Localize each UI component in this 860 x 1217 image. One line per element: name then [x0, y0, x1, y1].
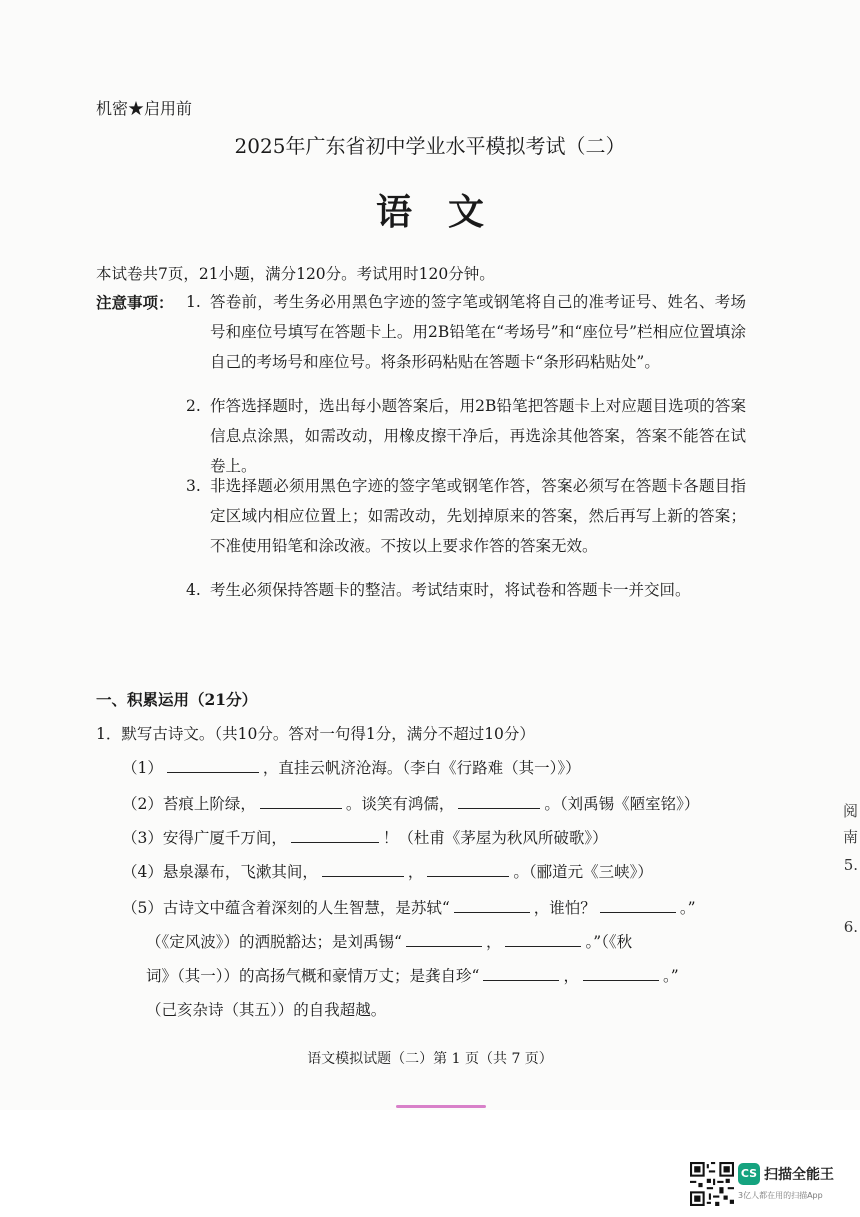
notice-item-text: 答卷前，考生务必用黑色字迹的签字笔或钢笔将自己的准考证号、姓名、考场号和座位号填写在答题卡上。用2B铅笔在“考场号”和“座位号”栏相应位置填涂自己的考场号和座位号。将条形码粘贴在答题卡“条形码粘贴处”。 [210, 293, 746, 371]
question-item-5 [122, 896, 696, 918]
notice-item-text: 作答选择题时，选出每小题答案后，用2B铅笔把答题卡上对应题目选项的答案信息点涂黑，如需改动，用橡皮擦干净后，再选涂其他答案，答案不能答在试卷上。 [210, 397, 746, 475]
item-text: （《定风波》）的洒脱豁达；是刘禹锡“ [146, 933, 402, 951]
scanner-tagline: 3亿人都在用的扫描App [738, 1191, 823, 1200]
item-text: 。” [679, 899, 696, 917]
notice-item-number: 3. [186, 477, 201, 495]
item-text: （5）古诗文中蕴含着深刻的人生智慧，是苏轼“ [122, 899, 450, 917]
answer-blank[interactable] [260, 794, 342, 809]
item-text: 。谈笑有鸿儒， [345, 795, 455, 813]
answer-blank[interactable] [291, 828, 379, 843]
answer-blank[interactable] [406, 932, 482, 947]
notice-item-number: 4. [186, 581, 201, 599]
notice-item-text: 非选择题必须用黑色字迹的签字笔或钢笔作答，答案必须写在答题卡各题目指定区域内相应位置上；如需改动，先划掉原来的答案，然后再写上新的答案；不准使用铅笔和涂改液。不按以上要求作答的答案无效。 [210, 477, 746, 555]
next-page-edge-char: 5. [843, 856, 858, 874]
question-item-5-line3 [146, 964, 679, 986]
item-text: ！（杜甫《茅屋为秋风所破歌》） [382, 829, 608, 847]
notice-item-number: 2. [186, 397, 201, 415]
item-text: ， [485, 933, 502, 951]
item-text: 词》（其一））的高扬气概和豪情万丈；是龚自珍“ [146, 967, 480, 985]
notice-item-text: 考生必须保持答题卡的整洁。考试结束时，将试卷和答题卡一并交回。 [210, 581, 691, 599]
item-text: （2）苔痕上阶绿， [122, 795, 256, 813]
answer-blank[interactable] [483, 966, 559, 981]
scanner-app-name: 扫描全能王 [764, 1167, 834, 1183]
next-page-edge-char: 阅 [842, 802, 858, 820]
scan-mark [396, 1105, 486, 1108]
question-item-5-line2 [146, 930, 632, 952]
item-text: （3）安得广厦千万间， [122, 829, 287, 847]
item-text: （己亥杂诗（其五））的自我超越。 [146, 1001, 387, 1019]
subject-title: 语文 [375, 191, 520, 233]
question-item-4 [122, 860, 653, 882]
qr-code-icon [690, 1162, 734, 1206]
answer-blank[interactable] [505, 932, 581, 947]
notice-item [186, 391, 746, 481]
notice-item [186, 471, 746, 561]
notice-item [186, 575, 746, 605]
confidential-label: 机密★启用前 [96, 99, 193, 118]
notice-item-number: 1. [186, 293, 201, 311]
next-page-edge-char: 南 [842, 828, 858, 846]
item-text: （4）悬泉瀑布，飞漱其间， [122, 863, 318, 881]
page-footer: 语文模拟试题（二）第 1 页（共 7 页） [307, 1051, 553, 1067]
answer-blank[interactable] [322, 862, 404, 877]
item-text: 。（郦道元《三峡》） [513, 863, 653, 881]
question-item-1 [122, 756, 581, 778]
item-text: 。” [662, 967, 679, 985]
question-item-5-line4 [146, 998, 386, 1020]
item-text: （1） [122, 759, 163, 777]
question-stem: 1．默写古诗文。（共10分。答对一句得1分，满分不超过10分） [96, 725, 535, 743]
camscanner-logo-icon: CS [738, 1163, 760, 1185]
question-item-2 [122, 792, 699, 814]
section-heading: 一、积累运用（21分） [96, 690, 258, 709]
item-text: ，谁怕？ [533, 899, 596, 917]
answer-blank[interactable] [583, 966, 659, 981]
exam-title: 2025年广东省初中学业水平模拟考试（二） [234, 134, 626, 158]
next-page-edge-char: 6. [843, 918, 858, 936]
answer-blank[interactable] [600, 898, 676, 913]
exam-intro: 本试卷共7页，21小题，满分120分。考试用时120分钟。 [96, 265, 495, 283]
answer-blank[interactable] [427, 862, 509, 877]
item-text: ， [407, 863, 424, 881]
notice-item [186, 287, 746, 377]
question-item-3 [122, 826, 608, 848]
item-text: ，直挂云帆济沧海。（李白《行路难（其一）》） [262, 759, 581, 777]
notice-label: 注意事项： [96, 293, 174, 312]
answer-blank[interactable] [454, 898, 530, 913]
item-text: 。（刘禹锡《陋室铭》） [544, 795, 700, 813]
item-text: ， [563, 967, 579, 985]
item-text: 。”（《秋 [585, 933, 633, 951]
answer-blank[interactable] [458, 794, 540, 809]
answer-blank[interactable] [167, 758, 259, 773]
